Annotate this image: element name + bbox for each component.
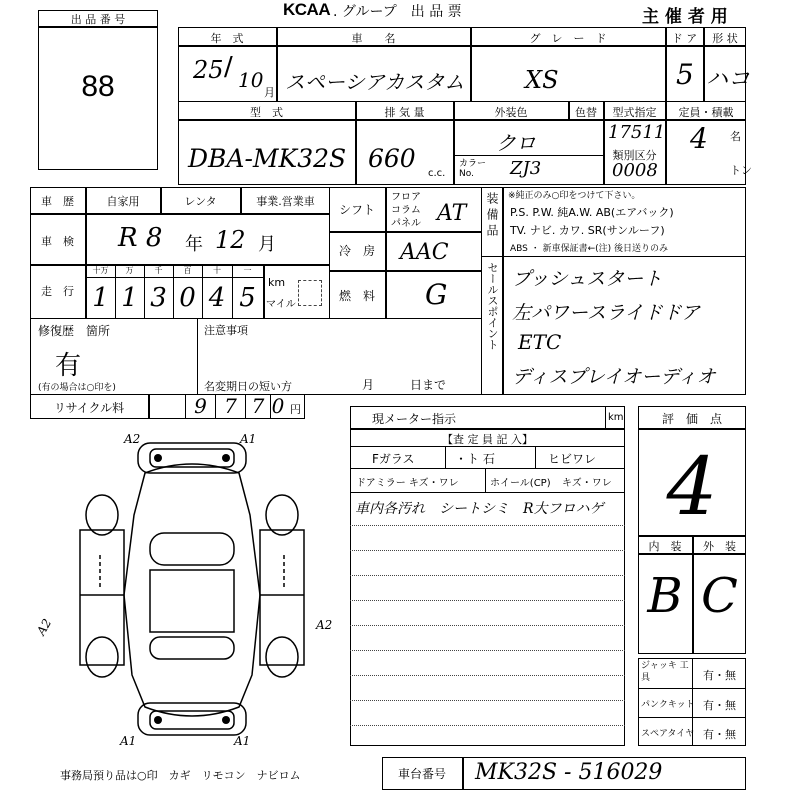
displacement-value: 660 — [368, 144, 416, 173]
door-mirror-label: ドアミラー キズ・ワレ — [356, 478, 459, 489]
history-option-business: 事業.営業車 — [256, 195, 315, 208]
lot-number-label: 出 品 番 号 — [70, 13, 126, 26]
form-title: . グループ 出 品 票 — [333, 4, 462, 20]
exterior-color-label: 外装色 — [494, 106, 528, 119]
damage-mark: A2 — [316, 618, 333, 632]
car-name-label: 車 名 — [351, 32, 396, 45]
recycle-digit: 7 — [224, 394, 237, 418]
digit-header: 百 — [183, 266, 192, 275]
tool-value-spare: 有・無 — [703, 728, 736, 741]
notes-label: 注意事項 — [204, 324, 248, 337]
glass-item: ヒビワレ — [548, 452, 597, 466]
history-option-rental: レンタ — [184, 195, 217, 208]
wheel-scratch-label: キズ・ワレ — [562, 478, 612, 489]
organizer-label: 主 催 者 用 — [642, 7, 728, 27]
sales-point: プッシュスタート — [512, 268, 663, 290]
recycle-digit: 9 — [194, 394, 207, 418]
type-designation-label: 型式指定 — [612, 106, 657, 119]
inspector-label: 【査 定 員 記 入】 — [442, 433, 533, 446]
tool-label-spare: スペアタイヤ — [641, 729, 695, 739]
model-label: 型 式 — [250, 106, 283, 119]
shift-option-column: コラム — [391, 205, 421, 216]
mileage-digit: 4 — [208, 283, 226, 313]
car-damage-diagram — [40, 425, 350, 760]
sales-point: ディスプレイオーディオ — [512, 366, 716, 388]
sales-points-label: セールスポイント — [486, 262, 499, 350]
exterior-value: C — [701, 568, 738, 624]
mileage-digit: 5 — [239, 283, 256, 313]
meter-km-unit: km — [608, 412, 624, 423]
shift-label: シフト — [338, 203, 375, 217]
glass-item: ・ト 石 — [455, 452, 495, 466]
tool-label-jack: ジャッキ 工具 — [641, 661, 689, 683]
exterior-label: 外 装 — [703, 540, 736, 553]
shaken-era-value: R 8 — [118, 223, 163, 253]
month-unit: 月 — [264, 86, 275, 99]
grade-value: XS — [525, 66, 559, 94]
color-no-value: ZJ3 — [510, 158, 542, 179]
tool-label-puncture: パンクキット — [641, 700, 695, 710]
recycle-digit: 0 — [271, 394, 285, 418]
persons-unit: 名 — [730, 130, 741, 143]
type-designation-value: 17511 — [608, 122, 666, 143]
shift-value: AT — [437, 201, 467, 226]
recycle-digit: 7 — [251, 394, 265, 418]
capacity-label: 定員・積載 — [678, 106, 734, 119]
inspector-comment: 車内各汚れ シートシミ R大フロハゲ — [355, 501, 604, 517]
shift-option-floor: フロア — [391, 192, 421, 203]
year-value: 25 — [193, 56, 224, 84]
equipment-note: ※純正のみ○印をつけて下さい。 — [508, 191, 641, 201]
digit-header: 十 — [213, 266, 221, 275]
car-name-value: スペーシアカスタム — [285, 70, 465, 94]
doors-label: ド ア — [671, 32, 698, 45]
mileage-digit: 3 — [150, 283, 167, 313]
shaken-month-unit: 月 — [258, 234, 276, 255]
ac-label: 冷 房 — [338, 244, 375, 258]
mileage-digit: 1 — [92, 283, 109, 313]
ac-value: AAC — [400, 240, 449, 265]
shaken-month-value: 12 — [215, 226, 246, 254]
lot-number-value: 88 — [81, 70, 115, 103]
damage-mark: A1 — [240, 432, 257, 446]
office-items-note: 事務局預り品は○印 カギ リモコン ナビロム — [60, 769, 301, 782]
mileage-digit: 0 — [179, 283, 196, 313]
doors-value: 5 — [676, 58, 694, 91]
displacement-label: 排 気 量 — [384, 106, 425, 119]
current-meter-label: 現メーター指示 — [372, 412, 457, 426]
cc-unit: c.c. — [428, 168, 446, 179]
month-value: 10 — [238, 68, 264, 92]
body-type-label: 形 状 — [712, 32, 738, 45]
name-change-day: 日まで — [410, 378, 447, 392]
model-value: DBA-MK32S — [188, 144, 347, 173]
color-change-label: 色替 — [575, 106, 597, 119]
interior-value: B — [647, 568, 683, 624]
sales-point: ETC — [518, 330, 562, 354]
grade-label: グ レ ー ド — [529, 32, 607, 45]
fuel-label: 燃 料 — [338, 289, 375, 303]
color-no-label: カラー No. — [459, 159, 487, 179]
year-label: 年 式 — [210, 32, 244, 45]
score-value: 4 — [666, 440, 718, 533]
history-label: 車 歴 — [41, 195, 74, 208]
digit-header: 一 — [243, 266, 252, 275]
km-unit: km — [268, 276, 286, 289]
shaken-label: 車 検 — [41, 235, 74, 248]
damage-mark: A1 — [120, 734, 137, 748]
wheel-label: ホイール(CP) — [490, 478, 551, 489]
digit-header: 万 — [125, 266, 134, 275]
damage-mark: A2 — [34, 616, 55, 638]
body-type-value: ハコ — [706, 67, 751, 92]
repair-note: (有の場合は○印を) — [38, 383, 116, 393]
glass-item: Fガラス — [372, 452, 415, 466]
class-label: 類別区分 — [612, 149, 657, 162]
repair-label: 修復歴 箇所 — [38, 324, 111, 338]
shift-option-panel: パネル — [391, 218, 421, 229]
mile-unit: マイル — [266, 299, 296, 310]
tool-value-puncture: 有・無 — [703, 699, 736, 712]
tool-value-jack: 有・無 — [703, 669, 736, 682]
shaken-year-unit: 年 — [185, 234, 203, 255]
recycle-label: リサイクル料 — [53, 401, 125, 415]
repair-value: 有 — [55, 351, 82, 381]
sales-point: 左パワースライドドア — [512, 302, 700, 324]
equipment-label: 装備品 — [485, 192, 499, 240]
mileage-digit: 1 — [121, 283, 138, 313]
damage-mark: A1 — [234, 734, 251, 748]
color-value: クロ — [496, 131, 536, 155]
history-option-private: 自家用 — [106, 195, 140, 208]
digit-header: 千 — [154, 266, 163, 275]
equipment-line3: ABS ・ 新車保証書←(注) 後日送りのみ — [510, 244, 669, 254]
score-label: 評 価 点 — [661, 412, 722, 426]
digit-header: 十万 — [92, 266, 109, 275]
chassis-label: 車台番号 — [397, 767, 446, 781]
equipment-line2: TV. ナビ. カワ. SR(サンルーフ) — [510, 224, 665, 237]
capacity-value: 4 — [690, 122, 708, 155]
chassis-value: MK32S - 516029 — [475, 760, 663, 785]
brand-logo: KCAA — [283, 0, 331, 19]
recycle-yen: 円 — [290, 403, 301, 416]
name-change-month: 月 — [362, 378, 375, 392]
damage-mark: A2 — [124, 432, 141, 446]
name-change-label: 名変期日の短い方 — [204, 380, 292, 393]
fuel-value: G — [425, 278, 448, 311]
mileage-label: 走 行 — [41, 285, 74, 298]
class-value: 0008 — [612, 160, 658, 181]
equipment-line1: P.S. P.W. 純A.W. AB(エアバック) — [510, 206, 674, 219]
interior-label: 内 装 — [648, 540, 682, 553]
ton-unit: トン — [730, 164, 752, 177]
